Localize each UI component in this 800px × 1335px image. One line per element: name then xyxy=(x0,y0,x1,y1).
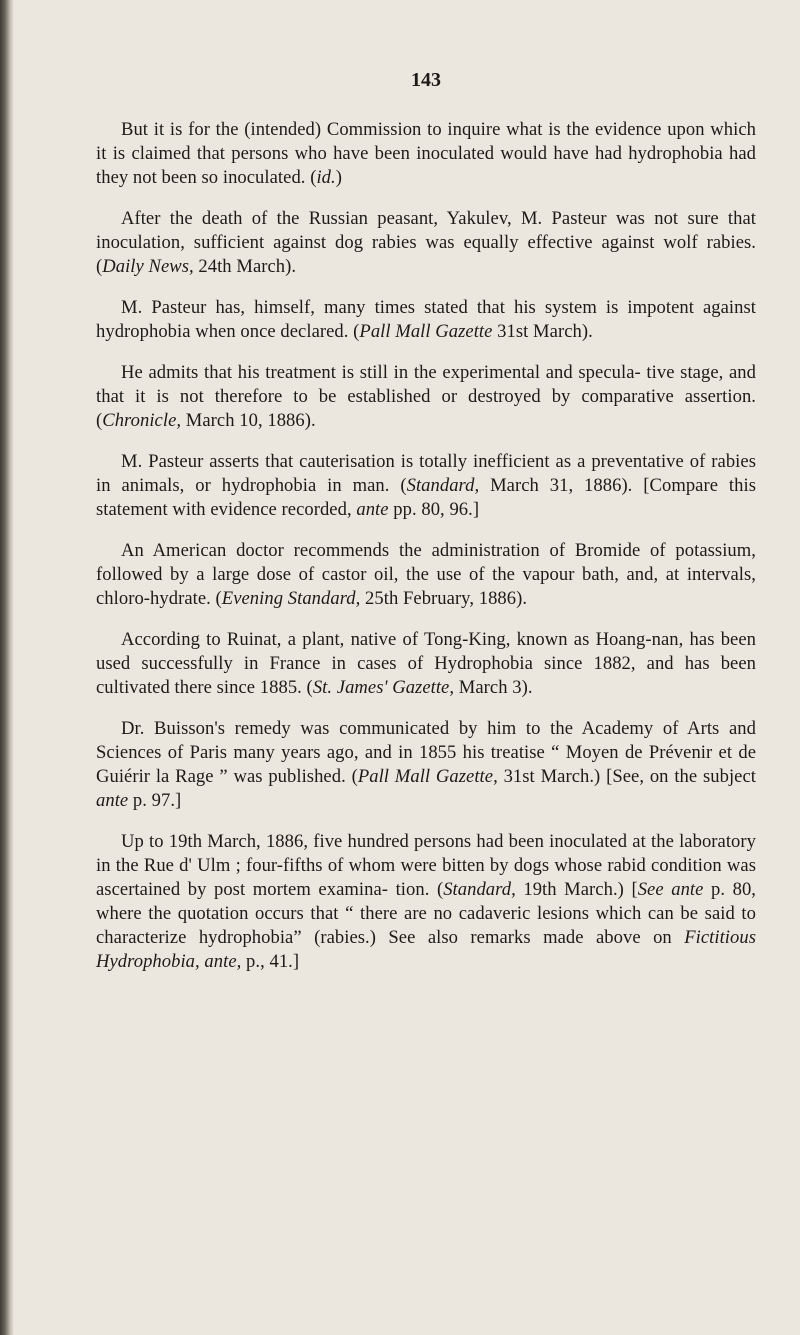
page-body xyxy=(96,118,756,989)
citation-text: ante xyxy=(356,499,389,520)
citation-text: Chronicle, xyxy=(102,410,182,431)
citation-text: Fictitious Hydrophobia, ante, xyxy=(96,927,756,972)
paragraph-commission-inquiry xyxy=(96,118,756,190)
citation-text: See ante xyxy=(637,879,704,900)
body-text: March 3). xyxy=(454,677,533,698)
body-text: p. 80, where the quotation occurs that “ there are no cadaveric lesions which can be said to characterize hydrophobia” (rabies.) See also remarks made above on xyxy=(96,879,756,948)
citation-text: Standard, xyxy=(443,879,516,900)
body-text: An American doctor recommends the administration of Bromide of potassium, followed by a large dose of castor oil, the use of the vapour bath, and, at intervals, chloro-hydrate. ( xyxy=(96,540,756,609)
body-text: But it is for the (intended) Commission to inquire what is the evidence upon which it is claimed that persons who have been inoculated would have had hydrophobia had they not been so inoculated. ( xyxy=(96,119,756,188)
paragraph-wolf-rabies xyxy=(96,207,756,279)
body-text: pp. 80, 96.] xyxy=(388,499,480,520)
book-binding-edge xyxy=(0,0,14,1335)
citation-text: St. James' Gazette, xyxy=(312,677,455,698)
body-text: ) xyxy=(335,167,342,188)
body-text: 25th February, 1886). xyxy=(360,588,528,609)
citation-text: ante xyxy=(96,790,129,811)
page-number: 143 xyxy=(411,69,441,91)
citation-text: Evening Standard, xyxy=(221,588,361,609)
body-text: p. 97.] xyxy=(128,790,182,811)
paragraph-hoang-nan xyxy=(96,628,756,700)
citation-text: Pall Mall Gazette xyxy=(359,321,493,342)
body-text: 24th March). xyxy=(193,256,297,277)
citation-text: id. xyxy=(316,167,336,188)
body-text: After the death of the Russian peasant, Yakulev, M. Pasteur was not sure that inoculation, sufficient against dog rabies was equally effective against wolf rabies. ( xyxy=(96,208,756,277)
body-text: March 10, 1886). xyxy=(181,410,316,431)
paragraph-system-impotent xyxy=(96,296,756,344)
body-text: According to Ruinat, a plant, native of Tong-King, known as Hoang-nan, has been used successfully in France in cases of Hydrophobia since 1882, and has been cultivated there since 1885. ( xyxy=(96,629,756,698)
citation-text: Daily News, xyxy=(102,256,194,277)
body-text: M. Pasteur asserts that cauterisation is totally inefficient as a preventative of rabies in animals, or hydrophobia in man. ( xyxy=(96,451,756,496)
citation-text: Pall Mall Gazette, xyxy=(357,766,498,787)
paragraph-buisson-remedy xyxy=(96,717,756,813)
paragraph-cauterisation xyxy=(96,450,756,522)
body-text: M. Pasteur has, himself, many times stated that his system is impotent against hydrophobia when once declared. ( xyxy=(96,297,756,342)
body-text: He admits that his treatment is still in the experimental and specula- tive stage, and that it is not therefore to be established or destroyed by comparative assertion. ( xyxy=(96,362,756,431)
body-text: Up to 19th March, 1886, five hundred persons had been inoculated at the laboratory in the Rue d' Ulm ; four-fifths of whom were bitten by dogs whose rabid condition was ascertained by post mortem examina- tion. ( xyxy=(96,831,756,900)
paragraph-inoculation-count xyxy=(96,830,756,974)
body-text: p., 41.] xyxy=(241,951,300,972)
body-text: 19th March.) [ xyxy=(515,879,638,900)
paragraph-experimental-stage xyxy=(96,361,756,433)
body-text: 31st March.) [See, on the subject xyxy=(497,766,756,787)
body-text: 31st March). xyxy=(492,321,593,342)
paragraph-american-doctor xyxy=(96,539,756,611)
citation-text: Standard, xyxy=(406,475,480,496)
body-text: Dr. Buisson's remedy was communicated by him to the Academy of Arts and Sciences of Paris many years ago, and in 1855 his treatise “ Moyen de Prévenir et de Guiérir la Rage ” was published. ( xyxy=(96,718,756,787)
body-text: March 31, 1886). [Compare this statement with evidence recorded, xyxy=(96,475,756,520)
